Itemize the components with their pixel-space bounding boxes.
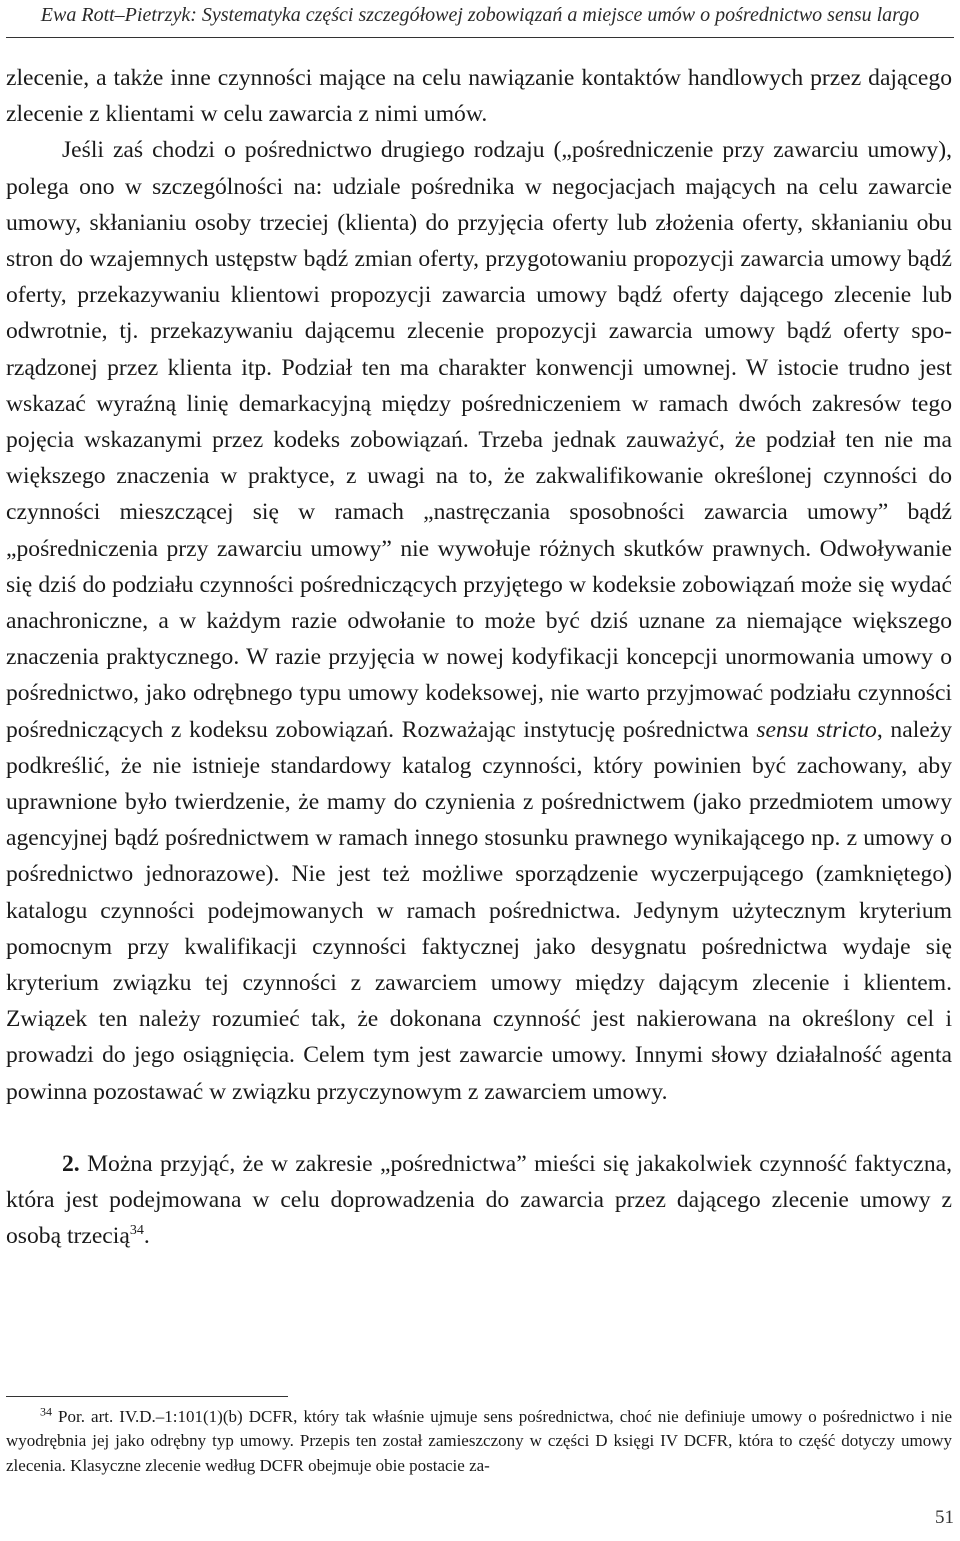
latin-term: sensu stricto <box>756 716 877 743</box>
footnote-mark: 34 <box>40 1404 52 1419</box>
paragraph-continuation: zlecenie, a także inne czynności mające na celu nawiązanie kontaktów handlowych przez dającego zlecenie z klientami w celu zawarcia z nimi umów. <box>6 65 952 128</box>
section-number: 2. <box>62 1150 80 1177</box>
running-header: Ewa Rott–Pietrzyk: Systematyka części szczegółowej zobowiązań a miejsce umów o pośrednictwo sensu largo <box>40 4 920 26</box>
header-rule <box>6 37 954 38</box>
section-text-end: . <box>143 1223 150 1250</box>
footnote <box>6 1405 952 1478</box>
footnote-text: Por. art. IV.D.–1:101(1)(b) DCFR, który tak właśnie ujmuje sens pośrednictwa, choć nie definiuje umowy o pośrednictwo i nie wyodrębnia jej jako odrębny typ umowy. Przepis ten został zamieszczony w części D księgi IV DCFR, która to część dotyczy umowy zlecenia. Klasyczne zlecenie według DCFR obejmuje obie postacie za- <box>6 1407 952 1475</box>
body-text <box>6 60 952 1255</box>
paragraph-main-part1: Jeśli zaś chodzi o pośrednictwo drugiego rodzaju („pośredniczenie przy zawarciu umowy), polega ono w szczególności na: udziale pośrednika w negocjacjach mających na celu zawarcie umowy, skłanianiu osoby trzeciej (klienta) do przyjęcia oferty lub złożenia oferty, skłanianiu obu stron do wzajemnych ustępstw bądź zmian oferty, przygotowaniu propozycji zawarcia umowy bądź oferty, przekazywaniu klientowi propozycji zawarcia umowy bądź oferty dającego zlecenie lub odwrotnie, tj. przekazywaniu dającemu zlecenie propozycji zawarcia umowy bądź oferty sporządzonej przez klienta itp. Podział ten ma charakter konwencji umownej. W istocie trudno jest wskazać wyraźną linię demarkacyjną między pośredniczeniem w ramach dwóch zakresów tego pojęcia wskazanymi przez kodeks zobowiązań. Trzeba jednak zauważyć, że podział ten nie ma większego znaczenia w praktyce, z uwagi na to, że zakwalifikowanie określonej czynności do czynności mieszczącej się w ramach „nastręczania sposobności zawarcia umowy” bądź „pośredniczenia przy zawarciu umowy” nie wywołuje różnych skutków prawnych. Odwoływanie się dziś do podziału czynności pośredniczących przyjętego w kodeksie zobowiązań może się wydać anachroniczne, a w każdym razie odwołanie to może być dziś uznane za niemające większego znaczenia praktycznego. W razie przyjęcia w nowej kodyfikacji koncepcji unormowania umowy o pośrednictwo, jako odrębnego typu umowy kodeksowej, nie warto przyjmować podziału czynności pośredniczących z kodeksu zobowiązań. Rozważając instytucję pośrednictwa <box>6 137 952 743</box>
paragraph-main-part2: , należy podkreślić, że nie istnieje standardowy katalog czynności, który powinien być zachowany, aby uprawnione było twierdzenie, że mamy do czynienia z pośrednictwem (jako przedmiotem umowy agencyjnej bądź pośrednictwem w ramach innego stosunku prawnego wynikającego np. z umowy o pośrednictwo jednorazowe). Nie jest też możliwe sporządzenie wyczerpującego (zamkniętego) katalogu czynności podejmowanych w ramach pośrednictwa. Jedynym użytecznym kryterium pomocnym przy kwalifikacji czynności faktycznej jako desygnatu pośrednictwa wydaje się kryterium związku tej czynności z zawarciem umowy między dającym zlecenie i klientem. Związek ten należy rozumieć tak, że dokonana czynność jest nakierowana na określony cel i prowadzi do jego osiągnięcia. Celem tym jest zawarcie umowy. Innymi słowy działalność agenta powinna pozostawać w związku przyczynowym z zawarciem umowy. <box>6 716 952 1105</box>
section-text: Można przyjąć, że w zakresie „pośrednictwa” mieści się jakakolwiek czynność faktyczna, która jest podejmowana w celu doprowadzenia do zawarcia przez dającego zlecenie umowy z osobą trzecią <box>6 1150 952 1250</box>
footnote-rule <box>6 1396 288 1397</box>
footnote-reference[interactable]: 34 <box>129 1223 144 1239</box>
page-number: 51 <box>935 1507 954 1528</box>
footnote-paragraph <box>6 1405 952 1478</box>
section-paragraph <box>6 1146 952 1255</box>
paragraph-main <box>6 132 952 1109</box>
